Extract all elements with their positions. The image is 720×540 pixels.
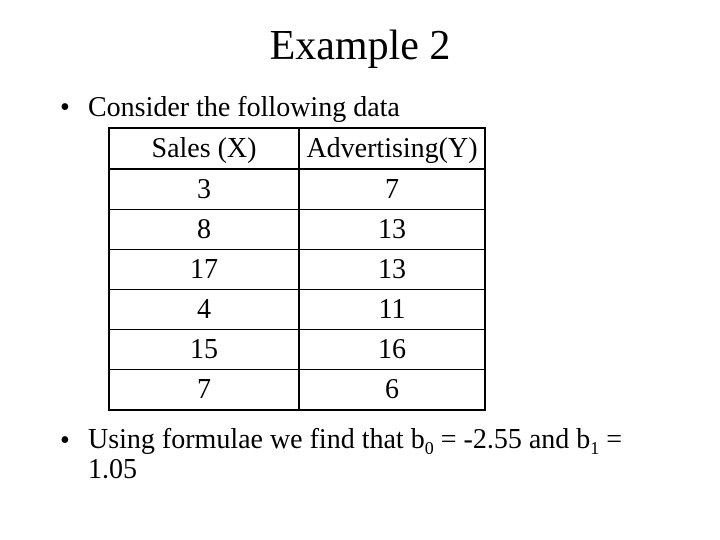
table-row bbox=[109, 250, 485, 290]
cell-sales: 3 bbox=[109, 169, 299, 210]
table-header-row bbox=[109, 128, 485, 169]
cell-sales: 8 bbox=[109, 210, 299, 250]
formula-mid-text: = -2.55 and b bbox=[433, 424, 591, 455]
table-row bbox=[109, 169, 485, 210]
bullet-text bbox=[88, 425, 648, 485]
cell-advertising: 13 bbox=[299, 250, 485, 290]
slide-title: Example 2 bbox=[269, 23, 451, 69]
cell-advertising: 7 bbox=[299, 169, 485, 210]
data-table bbox=[108, 127, 486, 411]
formula-lead-text: Using formulae we find that b bbox=[88, 424, 425, 455]
cell-sales: 4 bbox=[109, 290, 299, 330]
header-advertising-y: Advertising(Y) bbox=[299, 128, 485, 169]
cell-advertising: 6 bbox=[299, 370, 485, 411]
cell-sales: 17 bbox=[109, 250, 299, 290]
bullet-dot: • bbox=[60, 425, 70, 456]
subscript-b1: 1 bbox=[590, 438, 600, 458]
bullet-text: Consider the following data bbox=[88, 92, 400, 123]
header-sales-x: Sales (X) bbox=[109, 128, 299, 169]
cell-sales: 15 bbox=[109, 330, 299, 370]
table-row bbox=[109, 290, 485, 330]
cell-advertising: 13 bbox=[299, 210, 485, 250]
subscript-b0: 0 bbox=[424, 438, 434, 458]
table-row bbox=[109, 330, 485, 370]
cell-sales: 7 bbox=[109, 370, 299, 411]
table-row bbox=[109, 210, 485, 250]
formula-tail-text: = 1.05 bbox=[88, 424, 623, 485]
cell-advertising: 11 bbox=[299, 290, 485, 330]
table-row bbox=[109, 370, 485, 411]
bullet-dot: • bbox=[60, 92, 70, 123]
cell-advertising: 16 bbox=[299, 330, 485, 370]
